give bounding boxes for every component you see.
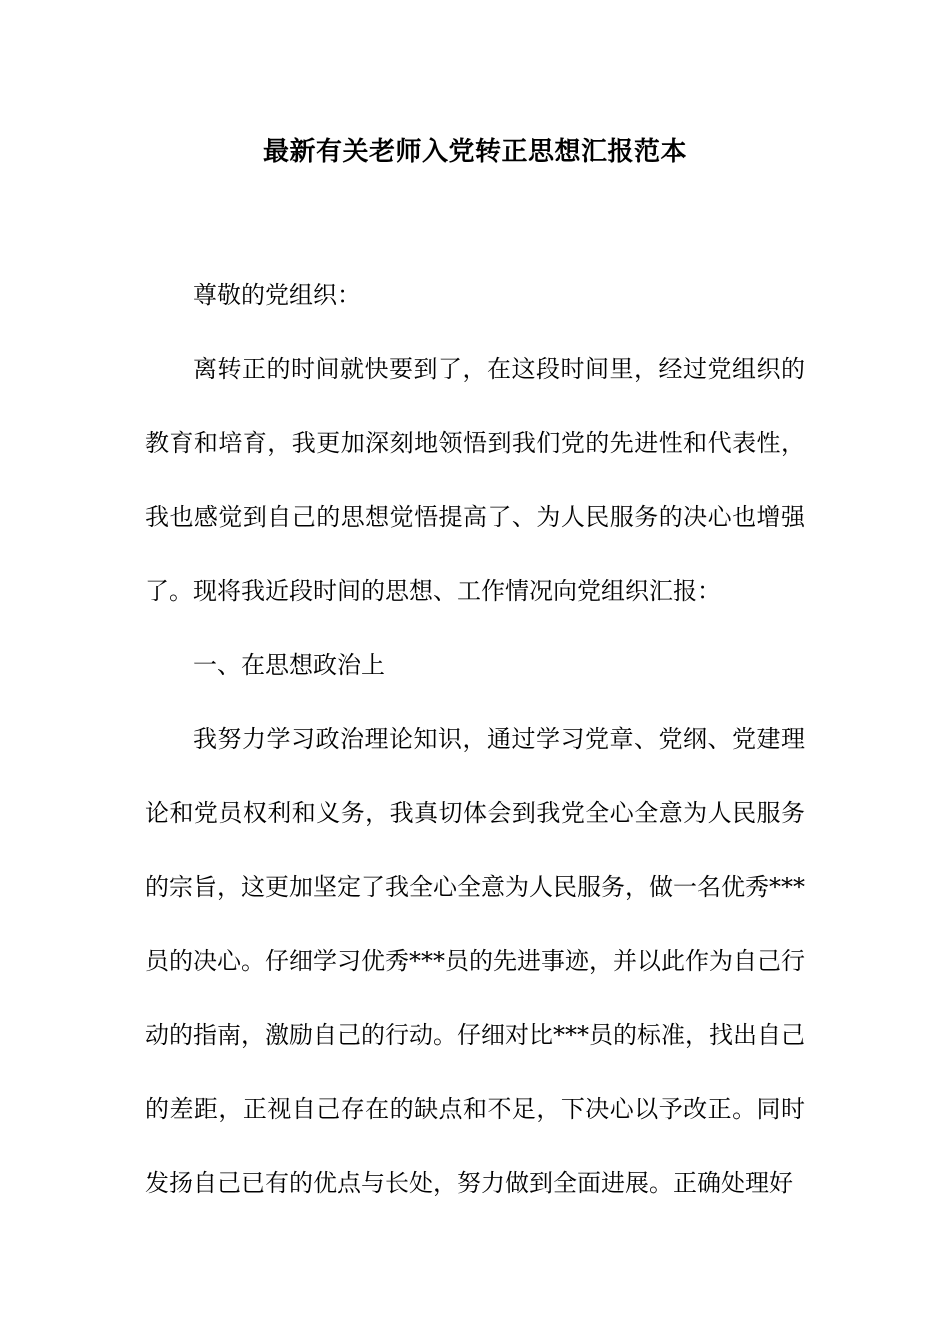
paragraph-political: 我努力学习政治理论知识，通过学习党章、党纲、党建理论和党员权利和义务，我真切体会到我党全心全意为人民服务的宗旨，这更加坚定了我全心全意为人民服务，做一名优秀***员的决心。仔细学习优秀***员的先进事迹，并以此作为自己行动的指南，激励自己的行动。仔细对比***员的标准，找出自己的差距，正视自己存在的缺点和不足，下决心以予改正。同时发扬自己已有的优点与长处，努力做到全面进展。正确处理好 — [145, 725, 805, 1197]
salutation: 尊敬的党组织： — [193, 281, 361, 309]
section-heading: 一、在思想政治上 — [193, 651, 385, 679]
paragraph-intro: 离转正的时间就快要到了，在这段时间里，经过党组织的教育和培育，我更加深刻地领悟到我们党的先进性和代表性，我也感觉到自己的思想觉悟提高了、为人民服务的决心也增强了。现将我近段时间的思想、工作情况向党组织汇报： — [145, 355, 805, 605]
document-title: 最新有关老师入党转正思想汇报范本 — [262, 137, 687, 167]
document-body — [145, 258, 805, 1220]
